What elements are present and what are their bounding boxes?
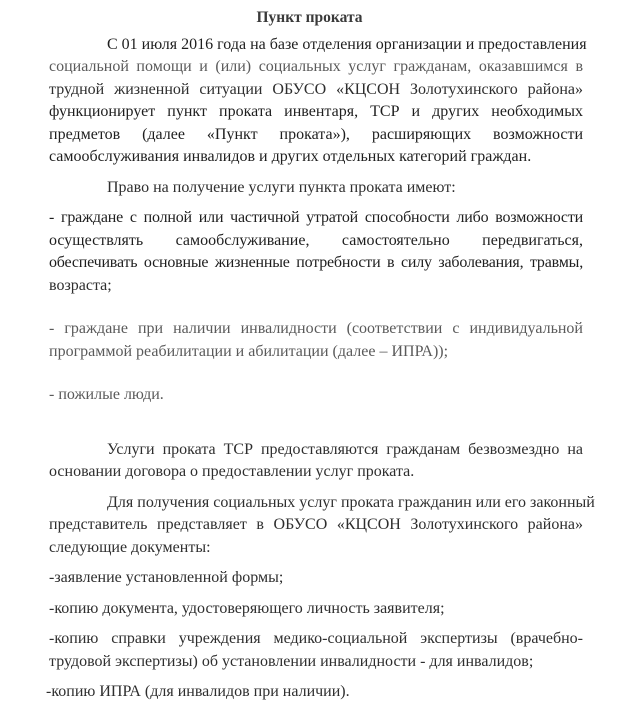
intro-line: предметов (далее «Пункт проката»), расширяющих возможности	[49, 125, 583, 143]
eligible-line: - граждане с полной или частичной утратой способности либо возможности	[49, 209, 583, 226]
eligible-item	[49, 207, 583, 297]
intro-paragraph	[49, 34, 587, 169]
intro-line: функционирует пункт проката инвентаря, ТСР и других необходимых	[49, 103, 583, 120]
required-document-item	[49, 598, 583, 621]
required-document-line: -копию документа, удостоверяющего личность заявителя;	[49, 599, 445, 617]
required-document-item	[49, 628, 583, 673]
intro-line: С 01 июля 2016 года на базе отделения организации и предоставления	[107, 35, 587, 53]
required-document-line: -копию ИПРА (для инвалидов при наличии).	[46, 683, 350, 700]
intro-line: трудной жизненной ситуации ОБУСО «КЦСОН Золотухинского района»	[49, 80, 583, 98]
intro-line: самообслуживания инвалидов и других отдельных категорий граждан.	[49, 148, 532, 165]
required-document-item	[46, 681, 583, 704]
documents-intro-line: следующие документы:	[49, 538, 211, 556]
required-document-item	[49, 567, 583, 590]
required-document-line: -копию справки учреждения медико-социальной экспертизы (врачебно-	[49, 630, 583, 647]
required-document-line: -заявление установленной формы;	[49, 569, 284, 586]
rights-heading	[49, 177, 583, 200]
free-service-line: Услуги проката ТСР предоставляются гражданам безвозмездно на	[107, 440, 583, 458]
document-title: Пункт проката	[256, 9, 363, 26]
documents-intro-line: Для получения социальных услуг проката гражданин или его законный	[107, 493, 595, 511]
eligible-line: - граждане при наличии инвалидности (соответствии с индивидуальной	[49, 320, 583, 337]
rights-heading-text: Право на получение услуги пункта проката имеют:	[107, 178, 456, 196]
documents-intro-line: представитель представляет в ОБУСО «КЦСОН Золотухинского района»	[49, 516, 583, 533]
eligible-line: осуществлять самообслуживание, самостоятельно передвигаться,	[49, 231, 583, 249]
eligible-line: программой реабилитации и абилитации (далее – ИПРА));	[49, 342, 449, 360]
required-document-line: трудовой экспертизы) об установлении инвалидности - для инвалидов;	[49, 652, 534, 670]
eligible-line: возраста;	[49, 276, 112, 294]
free-service-line: основании договора о предоставлении услуг проката.	[49, 463, 415, 480]
documents-intro-paragraph	[49, 492, 595, 560]
eligible-item	[49, 318, 583, 363]
intro-line: социальной помощи и (или) социальных услуг гражданам, оказавшимся в	[49, 58, 583, 75]
free-service-paragraph	[49, 439, 583, 484]
eligible-item	[49, 384, 583, 407]
eligible-line: обеспечивать основные жизненные потребности в силу заболевания, травмы,	[49, 254, 583, 271]
eligible-line: - пожилые люди.	[49, 386, 164, 403]
